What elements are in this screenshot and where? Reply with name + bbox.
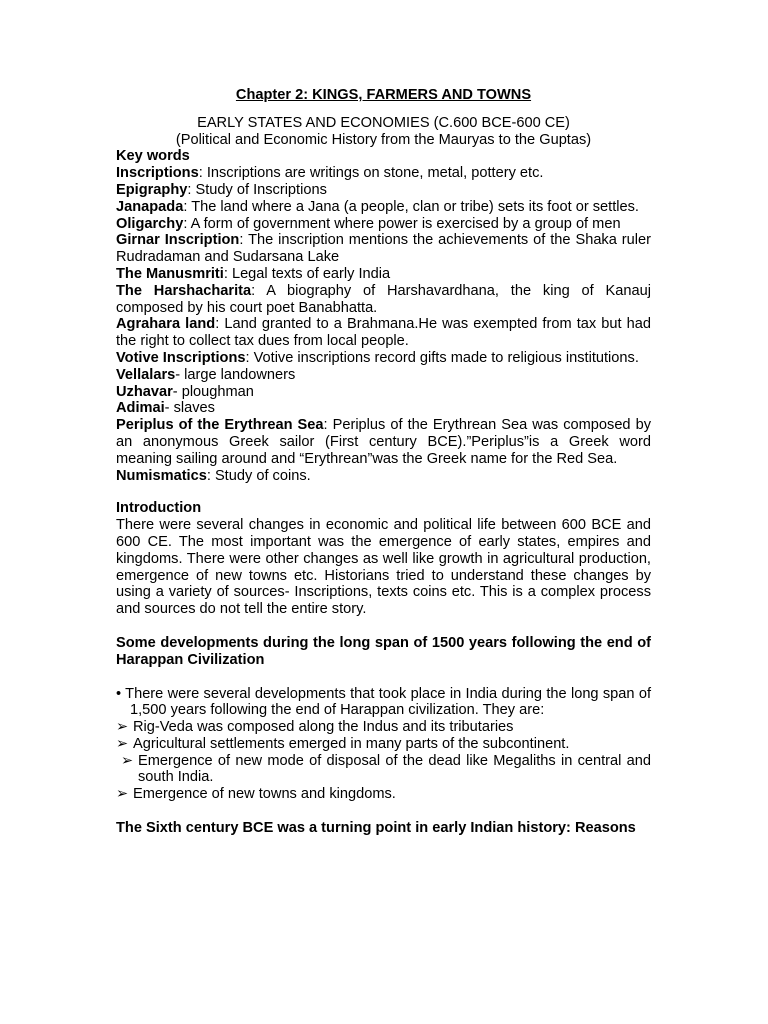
- developments-item-text: Agricultural settlements emerged in many parts of the subcontinent.: [133, 735, 570, 752]
- keyword-separator: :: [206, 467, 215, 484]
- keyword-definition: Periplus of the Erythrean Sea was composed by an anonymous Greek sailor (First century BCE).”Periplus”is a Greek word meaning sailing around and “Erythrean”was the Greek name for the Red Sea.: [116, 417, 651, 467]
- keyword-term: Adimai: [116, 400, 165, 417]
- keyword-separator: :: [251, 282, 267, 299]
- arrow-bullet-icon: ➢: [121, 752, 134, 769]
- keyword-entry: [116, 283, 651, 317]
- keyword-term: The Manusmriti: [116, 265, 224, 282]
- keyword-definition: Land granted to a Brahmana.He was exempted from tax but had the right to collect tax dues from local people.: [116, 316, 652, 350]
- keyword-entry: [116, 266, 651, 283]
- keywords-list: [116, 165, 651, 484]
- keyword-term: Janapada: [116, 198, 184, 215]
- keyword-definition: The land where a Jana (a people, clan or tribe) sets its foot or settles.: [191, 198, 639, 215]
- keyword-term: Vellalars: [116, 366, 176, 383]
- keywords-heading: Key words: [116, 148, 190, 165]
- document-page: [116, 87, 651, 837]
- keyword-separator: :: [245, 349, 254, 366]
- keyword-term: Girnar Inscription: [116, 232, 240, 249]
- developments-heading: Some developments during the long span of 1500 years following the end of Harappan Civilization: [116, 634, 651, 668]
- arrow-bullet-icon: ➢: [116, 719, 129, 736]
- keyword-definition: slaves: [173, 400, 215, 417]
- keyword-separator: :: [215, 316, 225, 333]
- keyword-separator: -: [175, 366, 185, 383]
- keyword-definition: ploughman: [181, 383, 254, 400]
- keyword-definition: Inscriptions are writings on stone, metal, pottery etc.: [206, 165, 544, 182]
- keyword-separator: :: [323, 417, 333, 434]
- keyword-definition: Study of coins.: [214, 467, 311, 484]
- section-subtitle-note: (Political and Economic History from the Mauryas to the Guptas): [175, 131, 592, 148]
- developments-item-text: Rig-Veda was composed along the Indus and its tributaries: [133, 719, 514, 736]
- keyword-entry: [116, 468, 651, 485]
- keyword-entry: [116, 384, 651, 401]
- keyword-entry: [116, 367, 651, 384]
- arrow-bullet-icon: ➢: [116, 786, 129, 803]
- keyword-entry: [116, 182, 651, 199]
- keyword-term: Numismatics: [116, 467, 207, 484]
- keyword-entry: [116, 400, 651, 417]
- introduction-heading: Introduction: [116, 500, 202, 517]
- keyword-definition: A form of government where power is exercised by a group of men: [190, 215, 621, 232]
- keyword-term: Agrahara land: [116, 316, 216, 333]
- keyword-separator: :: [239, 232, 249, 249]
- keyword-term: Inscriptions: [116, 165, 199, 182]
- sixth-century-heading: The Sixth century BCE was a turning point in early Indian history: Reasons: [116, 820, 636, 837]
- keyword-separator: :: [187, 181, 196, 198]
- section-subtitle: EARLY STATES AND ECONOMIES (C.600 BCE-600 CE): [197, 114, 570, 131]
- developments-item: [116, 753, 651, 787]
- chapter-title: Chapter 2: KINGS, FARMERS AND TOWNS: [235, 87, 532, 103]
- keyword-entry: [116, 316, 651, 350]
- developments-item-text: Emergence of new towns and kingdoms.: [133, 786, 396, 803]
- keyword-definition: Study of Inscriptions: [195, 181, 327, 198]
- keyword-entry: [116, 165, 651, 182]
- arrow-bullet-icon: ➢: [116, 735, 129, 752]
- keyword-separator: -: [172, 383, 182, 400]
- keyword-entry: [116, 232, 651, 266]
- developments-bullet: • There were several developments that took place in India during the long span of 1,500 years following the end of Harappan civilization. They are:: [116, 685, 651, 719]
- keyword-separator: :: [223, 265, 232, 282]
- keyword-term: Votive Inscriptions: [116, 349, 246, 366]
- developments-item-text: Emergence of new mode of disposal of the dead like Megaliths in central and south India.: [138, 752, 651, 786]
- keyword-term: Uzhavar: [116, 383, 173, 400]
- keyword-definition: Legal texts of early India: [231, 265, 391, 282]
- developments-item: [116, 786, 651, 803]
- keyword-entry: [116, 216, 651, 233]
- keyword-entry: [116, 350, 651, 367]
- keyword-term: Epigraphy: [116, 181, 188, 198]
- keyword-separator: :: [183, 198, 192, 215]
- keyword-entry: [116, 417, 651, 467]
- keyword-separator: :: [183, 215, 191, 232]
- keyword-term: Periplus of the Erythrean Sea: [116, 417, 324, 434]
- keyword-entry: [116, 199, 651, 216]
- keyword-definition: A biography of Harshavardhana, the king of Kanauj composed by his court poet Banabhatta.: [116, 282, 651, 316]
- developments-item: [116, 736, 651, 753]
- introduction-paragraph: There were several changes in economic and political life between 600 BCE and 600 CE. The most important was the emergence of early states, empires and kingdoms. There were other changes as well like growth in agricultural production, emergence of new towns etc. Historians tried to understand these changes by using a variety of sources- Inscriptions, texts coins etc. This is a complex process and sources do not tell the entire story.: [116, 517, 651, 618]
- keyword-definition: The inscription mentions the achievements of the Shaka ruler Rudradaman and Sudarsana Lake: [116, 232, 651, 266]
- keyword-separator: -: [164, 400, 174, 417]
- keyword-definition: Votive inscriptions record gifts made to religious institutions.: [253, 349, 639, 366]
- developments-item: [116, 719, 651, 736]
- keyword-definition: large landowners: [184, 366, 296, 383]
- keyword-term: Oligarchy: [116, 215, 184, 232]
- keyword-separator: :: [198, 165, 207, 182]
- keyword-term: The Harshacharita: [116, 282, 252, 299]
